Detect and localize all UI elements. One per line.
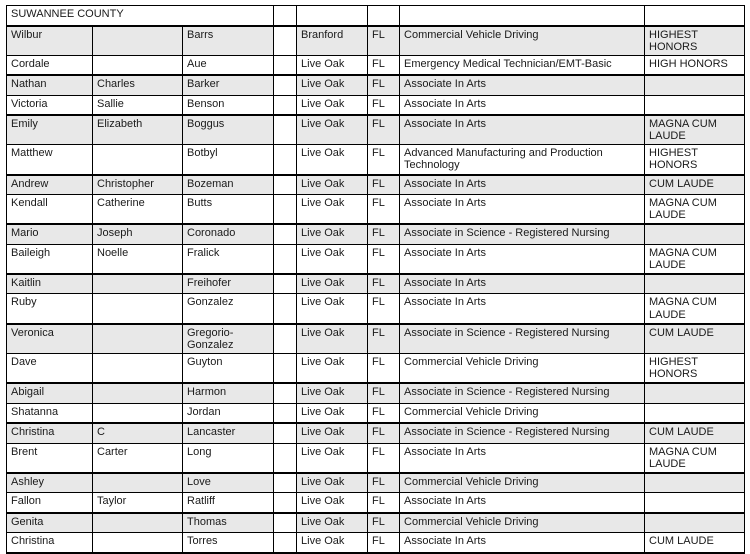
- table-row: [7, 115, 745, 145]
- cell-honors: [645, 473, 745, 493]
- cell-honors: CUM LAUDE: [645, 324, 745, 354]
- cell-honors: [645, 493, 745, 513]
- table-row: [7, 533, 745, 553]
- cell-program: Associate In Arts: [400, 75, 645, 95]
- table-row: [7, 493, 745, 513]
- cell-blank: [274, 353, 297, 383]
- cell-middle: [93, 274, 183, 294]
- cell-city: Live Oak: [297, 244, 368, 274]
- county-header-cell: SUWANNEE COUNTY: [7, 6, 274, 26]
- cell-program: Commercial Vehicle Driving: [400, 473, 645, 493]
- cell-state: FL: [368, 294, 400, 324]
- header-empty-cell: [297, 6, 368, 26]
- cell-city: Live Oak: [297, 383, 368, 403]
- cell-last: Jordan: [183, 403, 274, 423]
- cell-city: Live Oak: [297, 115, 368, 145]
- table-row: [7, 75, 745, 95]
- cell-honors: HIGHEST HONORS: [645, 145, 745, 175]
- cell-last: Long: [183, 443, 274, 473]
- cell-city: Live Oak: [297, 145, 368, 175]
- cell-state: FL: [368, 175, 400, 195]
- cell-last: Butts: [183, 195, 274, 225]
- cell-program: Commercial Vehicle Driving: [400, 26, 645, 56]
- cell-honors: HIGHEST HONORS: [645, 353, 745, 383]
- cell-program: Associate In Arts: [400, 244, 645, 274]
- table-row: [7, 55, 745, 75]
- cell-last: Benson: [183, 95, 274, 115]
- table-row: [7, 95, 745, 115]
- cell-blank: [274, 244, 297, 274]
- table-row: [7, 403, 745, 423]
- cell-program: Associate In Arts: [400, 195, 645, 225]
- cell-middle: Charles: [93, 75, 183, 95]
- cell-blank: [274, 175, 297, 195]
- cell-first: Kendall: [7, 195, 93, 225]
- cell-city: Live Oak: [297, 195, 368, 225]
- cell-program: Associate In Arts: [400, 115, 645, 145]
- cell-honors: MAGNA CUM LAUDE: [645, 195, 745, 225]
- cell-state: FL: [368, 383, 400, 403]
- cell-middle: [93, 533, 183, 553]
- cell-middle: [93, 383, 183, 403]
- cell-state: FL: [368, 224, 400, 244]
- cell-first: Kaitlin: [7, 274, 93, 294]
- cell-program: Associate In Arts: [400, 294, 645, 324]
- table-row: [7, 195, 745, 225]
- cell-city: Live Oak: [297, 274, 368, 294]
- cell-honors: CUM LAUDE: [645, 533, 745, 553]
- header-empty-cell: [645, 6, 745, 26]
- cell-honors: [645, 75, 745, 95]
- cell-program: Associate in Science - Registered Nursing: [400, 423, 645, 443]
- table-row: [7, 26, 745, 56]
- table-row: [7, 353, 745, 383]
- header-empty-cell: [368, 6, 400, 26]
- cell-last: Freihofer: [183, 274, 274, 294]
- cell-last: Lancaster: [183, 423, 274, 443]
- cell-blank: [274, 473, 297, 493]
- cell-blank: [274, 493, 297, 513]
- cell-middle: [93, 513, 183, 533]
- cell-city: Live Oak: [297, 55, 368, 75]
- cell-first: Nathan: [7, 75, 93, 95]
- cell-blank: [274, 95, 297, 115]
- cell-state: FL: [368, 473, 400, 493]
- table-row: [7, 274, 745, 294]
- cell-blank: [274, 423, 297, 443]
- cell-program: Commercial Vehicle Driving: [400, 513, 645, 533]
- cell-city: Live Oak: [297, 324, 368, 354]
- cell-last: Aue: [183, 55, 274, 75]
- cell-city: Live Oak: [297, 224, 368, 244]
- cell-program: Associate in Science - Registered Nursing: [400, 224, 645, 244]
- cell-program: Advanced Manufacturing and Production Technology: [400, 145, 645, 175]
- cell-program: Associate In Arts: [400, 95, 645, 115]
- cell-blank: [274, 195, 297, 225]
- table-row: [7, 324, 745, 354]
- cell-first: Veronica: [7, 324, 93, 354]
- cell-blank: [274, 224, 297, 244]
- cell-middle: [93, 26, 183, 56]
- cell-last: Harmon: [183, 383, 274, 403]
- cell-blank: [274, 145, 297, 175]
- cell-first: Andrew: [7, 175, 93, 195]
- cell-last: Coronado: [183, 224, 274, 244]
- cell-city: Live Oak: [297, 403, 368, 423]
- cell-honors: [645, 95, 745, 115]
- cell-last: Love: [183, 473, 274, 493]
- cell-program: Associate in Science - Registered Nursing: [400, 324, 645, 354]
- cell-first: Ashley: [7, 473, 93, 493]
- table-row: [7, 224, 745, 244]
- cell-state: FL: [368, 26, 400, 56]
- table-row: [7, 423, 745, 443]
- cell-first: Abigail: [7, 383, 93, 403]
- cell-city: Live Oak: [297, 493, 368, 513]
- cell-program: Associate in Science - Registered Nursing: [400, 383, 645, 403]
- cell-blank: [274, 324, 297, 354]
- cell-state: FL: [368, 493, 400, 513]
- cell-honors: MAGNA CUM LAUDE: [645, 244, 745, 274]
- cell-middle: Carter: [93, 443, 183, 473]
- cell-program: Commercial Vehicle Driving: [400, 403, 645, 423]
- cell-last: Thomas: [183, 513, 274, 533]
- table-row: [7, 443, 745, 473]
- cell-blank: [274, 55, 297, 75]
- cell-last: Fralick: [183, 244, 274, 274]
- table-row: [7, 294, 745, 324]
- cell-city: Live Oak: [297, 294, 368, 324]
- cell-blank: [274, 533, 297, 553]
- cell-first: Shatanna: [7, 403, 93, 423]
- cell-first: Victoria: [7, 95, 93, 115]
- cell-city: Live Oak: [297, 353, 368, 383]
- header-empty-cell: [274, 6, 297, 26]
- cell-city: Live Oak: [297, 75, 368, 95]
- cell-blank: [274, 115, 297, 145]
- table-row: [7, 244, 745, 274]
- cell-city: Live Oak: [297, 443, 368, 473]
- cell-blank: [274, 274, 297, 294]
- cell-state: FL: [368, 443, 400, 473]
- header-empty-cell: [400, 6, 645, 26]
- cell-state: FL: [368, 324, 400, 354]
- cell-state: FL: [368, 533, 400, 553]
- cell-first: Wilbur: [7, 26, 93, 56]
- cell-state: FL: [368, 244, 400, 274]
- table-body: [7, 6, 745, 553]
- cell-city: Live Oak: [297, 95, 368, 115]
- cell-last: Torres: [183, 533, 274, 553]
- cell-state: FL: [368, 195, 400, 225]
- cell-state: FL: [368, 353, 400, 383]
- cell-state: FL: [368, 95, 400, 115]
- cell-honors: CUM LAUDE: [645, 423, 745, 443]
- cell-middle: [93, 403, 183, 423]
- cell-state: FL: [368, 403, 400, 423]
- cell-middle: [93, 294, 183, 324]
- cell-first: Cordale: [7, 55, 93, 75]
- cell-program: Commercial Vehicle Driving: [400, 353, 645, 383]
- cell-first: Genita: [7, 513, 93, 533]
- cell-middle: [93, 473, 183, 493]
- cell-middle: C: [93, 423, 183, 443]
- table-row: [7, 473, 745, 493]
- county-header-row: [7, 6, 745, 26]
- cell-first: Dave: [7, 353, 93, 383]
- cell-program: Emergency Medical Technician/EMT-Basic: [400, 55, 645, 75]
- cell-middle: Catherine: [93, 195, 183, 225]
- cell-honors: [645, 403, 745, 423]
- cell-first: Emily: [7, 115, 93, 145]
- cell-blank: [274, 26, 297, 56]
- cell-program: Associate In Arts: [400, 274, 645, 294]
- cell-middle: [93, 324, 183, 354]
- cell-middle: [93, 145, 183, 175]
- cell-last: Bozeman: [183, 175, 274, 195]
- cell-last: Guyton: [183, 353, 274, 383]
- table-row: [7, 145, 745, 175]
- cell-middle: Taylor: [93, 493, 183, 513]
- cell-last: Barrs: [183, 26, 274, 56]
- cell-honors: MAGNA CUM LAUDE: [645, 443, 745, 473]
- cell-honors: [645, 383, 745, 403]
- cell-blank: [274, 403, 297, 423]
- cell-last: Barker: [183, 75, 274, 95]
- cell-honors: CUM LAUDE: [645, 175, 745, 195]
- table-row: [7, 513, 745, 533]
- cell-honors: [645, 224, 745, 244]
- cell-middle: Sallie: [93, 95, 183, 115]
- cell-first: Mario: [7, 224, 93, 244]
- cell-blank: [274, 443, 297, 473]
- cell-state: FL: [368, 75, 400, 95]
- cell-honors: [645, 274, 745, 294]
- cell-last: Boggus: [183, 115, 274, 145]
- cell-honors: [645, 513, 745, 533]
- cell-program: Associate In Arts: [400, 443, 645, 473]
- cell-honors: MAGNA CUM LAUDE: [645, 115, 745, 145]
- cell-state: FL: [368, 513, 400, 533]
- cell-blank: [274, 383, 297, 403]
- cell-blank: [274, 513, 297, 533]
- cell-program: Associate In Arts: [400, 533, 645, 553]
- cell-blank: [274, 75, 297, 95]
- cell-first: Fallon: [7, 493, 93, 513]
- cell-first: Brent: [7, 443, 93, 473]
- cell-first: Matthew: [7, 145, 93, 175]
- cell-middle: Elizabeth: [93, 115, 183, 145]
- cell-last: Gregorio-Gonzalez: [183, 324, 274, 354]
- cell-first: Ruby: [7, 294, 93, 324]
- table-row: [7, 383, 745, 403]
- cell-city: Branford: [297, 26, 368, 56]
- cell-honors: HIGHEST HONORS: [645, 26, 745, 56]
- cell-middle: Noelle: [93, 244, 183, 274]
- cell-city: Live Oak: [297, 533, 368, 553]
- cell-first: Christina: [7, 533, 93, 553]
- cell-first: Christina: [7, 423, 93, 443]
- cell-city: Live Oak: [297, 513, 368, 533]
- cell-program: Associate In Arts: [400, 493, 645, 513]
- cell-last: Gonzalez: [183, 294, 274, 324]
- cell-middle: Christopher: [93, 175, 183, 195]
- cell-blank: [274, 294, 297, 324]
- cell-middle: [93, 353, 183, 383]
- cell-state: FL: [368, 274, 400, 294]
- cell-honors: HIGH HONORS: [645, 55, 745, 75]
- cell-middle: Joseph: [93, 224, 183, 244]
- cell-last: Botbyl: [183, 145, 274, 175]
- cell-state: FL: [368, 423, 400, 443]
- cell-city: Live Oak: [297, 423, 368, 443]
- cell-middle: [93, 55, 183, 75]
- cell-state: FL: [368, 145, 400, 175]
- cell-city: Live Oak: [297, 473, 368, 493]
- cell-honors: MAGNA CUM LAUDE: [645, 294, 745, 324]
- cell-last: Ratliff: [183, 493, 274, 513]
- cell-first: Baileigh: [7, 244, 93, 274]
- cell-state: FL: [368, 115, 400, 145]
- cell-program: Associate In Arts: [400, 175, 645, 195]
- table-row: [7, 175, 745, 195]
- cell-city: Live Oak: [297, 175, 368, 195]
- cell-state: FL: [368, 55, 400, 75]
- graduates-table: [6, 5, 745, 554]
